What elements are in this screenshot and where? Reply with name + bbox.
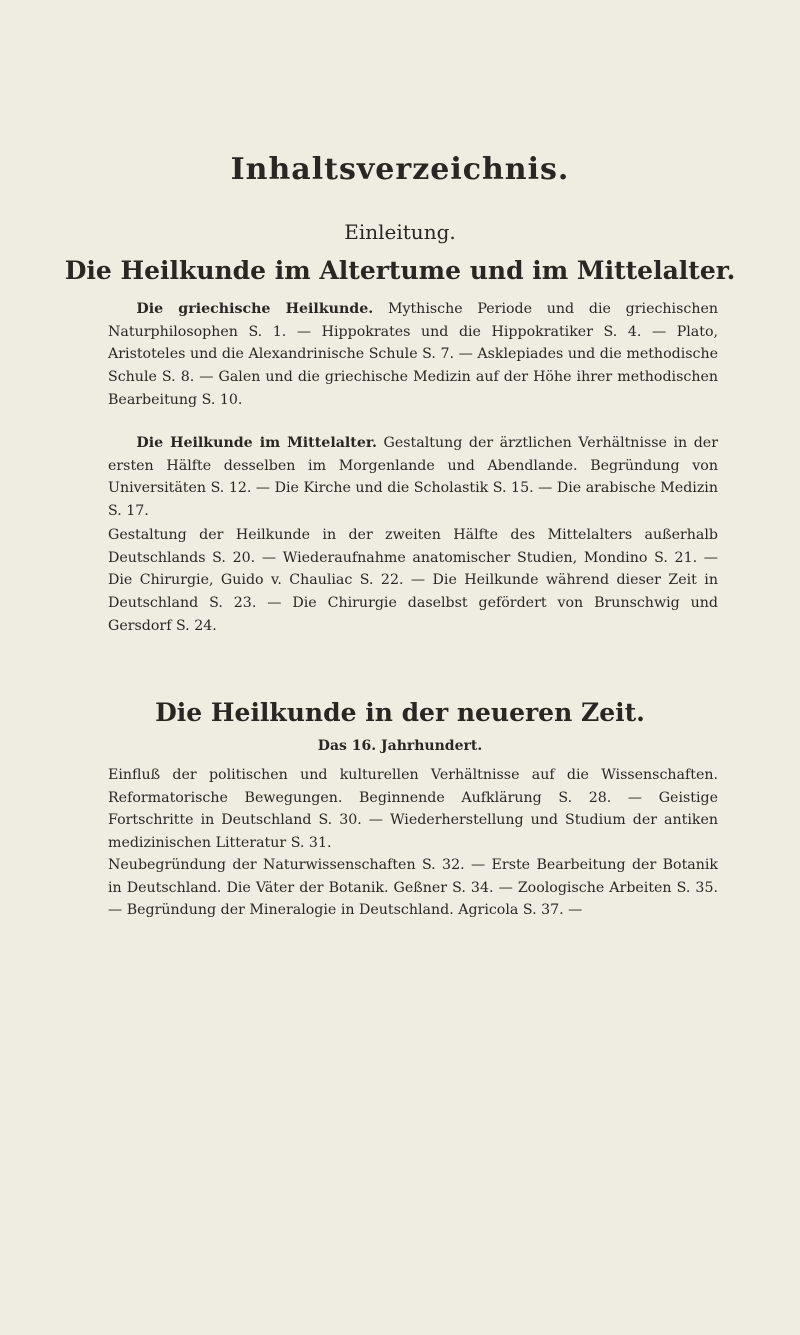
part2-paragraph-natural-sciences	[108, 854, 718, 922]
part1-paragraph-late-medieval	[108, 524, 718, 638]
part2-subheading: Das 16. Jahrhundert.	[317, 738, 483, 754]
greek-medicine-text: Mythische Periode und die griechischen Naturphilosophen S. 1. — Hippokrates und die Hippokratiker S. 4. — Plato, Aristoteles und die Alexandrinische Schule S. 7. — Asklepiades und die methodische Schule S. 8. — Galen und die griechische Medizin auf der Höhe ihrer methodischen Bearbeitung S. 10.	[108, 301, 718, 408]
page-title: Inhaltsverzeichnis.	[230, 152, 570, 187]
part1-paragraph-greek	[108, 298, 718, 412]
natural-sciences-text: Neubegründung der Naturwissenschaften S. 32. — Erste Bearbeitung der Botanik in Deutschland. Die Väter der Botanik. Geßner S. 34. — Zoologische Arbeiten S. 35. — Begründung der Mineralogie in Deutschland. Agricola S. 37. —	[108, 857, 718, 919]
medieval-medicine-lead: Die Heilkunde im Mittelalter.	[136, 435, 377, 451]
greek-medicine-lead: Die griechische Heilkunde.	[136, 301, 374, 317]
medieval-medicine-text: Gestaltung der ärztlichen Verhältnisse in der ersten Hälfte desselben im Morgenlande und Abendlande. Begründung von Universitäten S. 12. — Die Kirche und die Scholastik S. 15. — Die arabische Medizin S. 17.	[108, 435, 718, 520]
part2-paragraph-influence	[108, 764, 718, 855]
late-medieval-text: Gestaltung der Heilkunde in der zweiten Hälfte des Mittelalters außerhalb Deutschlands S. 20. — Wiederaufnahme anatomischer Studien, Mondino S. 21. — Die Chirurgie, Guido v. Chauliac S. 22. — Die Heilkunde während dieser Zeit in Deutschland S. 23. — Die Chirurgie daselbst gefördert von Brunschwig und Gersdorf S. 24.	[108, 527, 718, 634]
part2-heading: Die Heilkunde in der neueren Zeit.	[155, 698, 645, 727]
part1-paragraph-medieval	[108, 432, 718, 523]
influence-text: Einfluß der politischen und kulturellen Verhältnisse auf die Wissenschaften. Reformatorische Bewegungen. Beginnende Aufklärung S. 28. — Geistige Fortschritte in Deutschland S. 30. — Wiederherstellung und Studium der antiken medizinischen Litteratur S. 31.	[108, 767, 718, 852]
intro-label: Einleitung.	[344, 220, 456, 244]
part1-heading: Die Heilkunde im Altertume und im Mittelalter.	[64, 256, 736, 285]
